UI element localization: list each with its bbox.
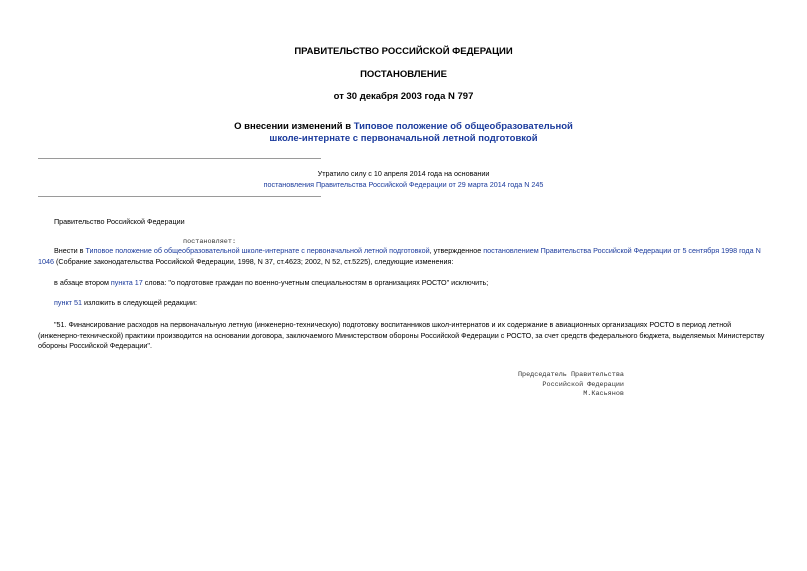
title-link-line2[interactable]: школе-интернате с первоначальной летной подготовкой — [269, 133, 538, 144]
title-prefix: О внесении изменений в — [234, 121, 354, 132]
item2-link[interactable]: пункт 51 — [54, 298, 82, 307]
status-link[interactable]: постановления Правительства Российской Федерации от 29 марта 2014 года N 245 — [263, 179, 544, 189]
amendment-item-1 — [54, 278, 770, 289]
p1-mid: , утвержденное — [429, 246, 484, 255]
signature-block — [460, 371, 624, 400]
status-line: Утратило силу с 10 апреля 2014 года на основании — [317, 169, 490, 178]
signature-name: М.Касьянов — [583, 390, 624, 398]
issuer-text: Правительство Российской Федерации — [54, 217, 185, 226]
quoted-paragraph: "51. Финансирование расходов на первоначальную летную (инженерно-техническую) подготовку воспитанников школ-интернатов и их содержание в авиационных организациях РОСТО в период летной (инженерно-технической) практики производится на основании договора, заключаемого Министерством обороны Российской Федерации с РОСТО, за счет средств федерального бюджета, выделяемых Министерству обороны Российской Федерации". — [38, 320, 765, 350]
item1-end: слова: "о подготовке граждан по военно-учетным специальностям в организациях РОСТО" исключить; — [142, 278, 489, 287]
title-link-line1[interactable]: Типовое положение об общеобразовательной — [353, 121, 573, 132]
document-title — [0, 121, 807, 145]
decrees-text: постановляет: — [183, 238, 237, 246]
document-date-number: от 30 декабря 2003 года N 797 — [333, 91, 474, 102]
p1-link-decree[interactable]: постановлением Правительства Российской Федерации от 5 сентября 1998 года N 1046 — [38, 246, 761, 266]
divider-top — [38, 158, 321, 159]
paragraph-amendments — [38, 246, 770, 267]
status-block — [0, 169, 807, 190]
signature-line2: Российской Федерации — [542, 380, 624, 389]
p1-start: Внести в — [54, 246, 86, 255]
p1-link-regulation[interactable]: Типовое положение об общеобразовательной школе-интернате с первоначальной летной подготовкой — [85, 246, 430, 255]
item1-link[interactable]: пункта 17 — [110, 278, 143, 287]
p1-end: (Собрание законодательства Российской Федерации, 1998, N 37, ст.4623; 2002, N 52, ст.5225), следующие изменения: — [54, 256, 454, 266]
divider-bottom — [38, 196, 321, 197]
amendment-item-2 — [54, 298, 770, 309]
document-type: ПОСТАНОВЛЕНИЕ — [360, 69, 447, 80]
signature-line1: Председатель Правительства — [517, 371, 624, 379]
item2-end: изложить в следующей редакции: — [81, 298, 198, 307]
item1-start: в абзаце втором — [54, 278, 111, 287]
government-heading: ПРАВИТЕЛЬСТВО РОССИЙСКОЙ ФЕДЕРАЦИИ — [294, 46, 513, 57]
